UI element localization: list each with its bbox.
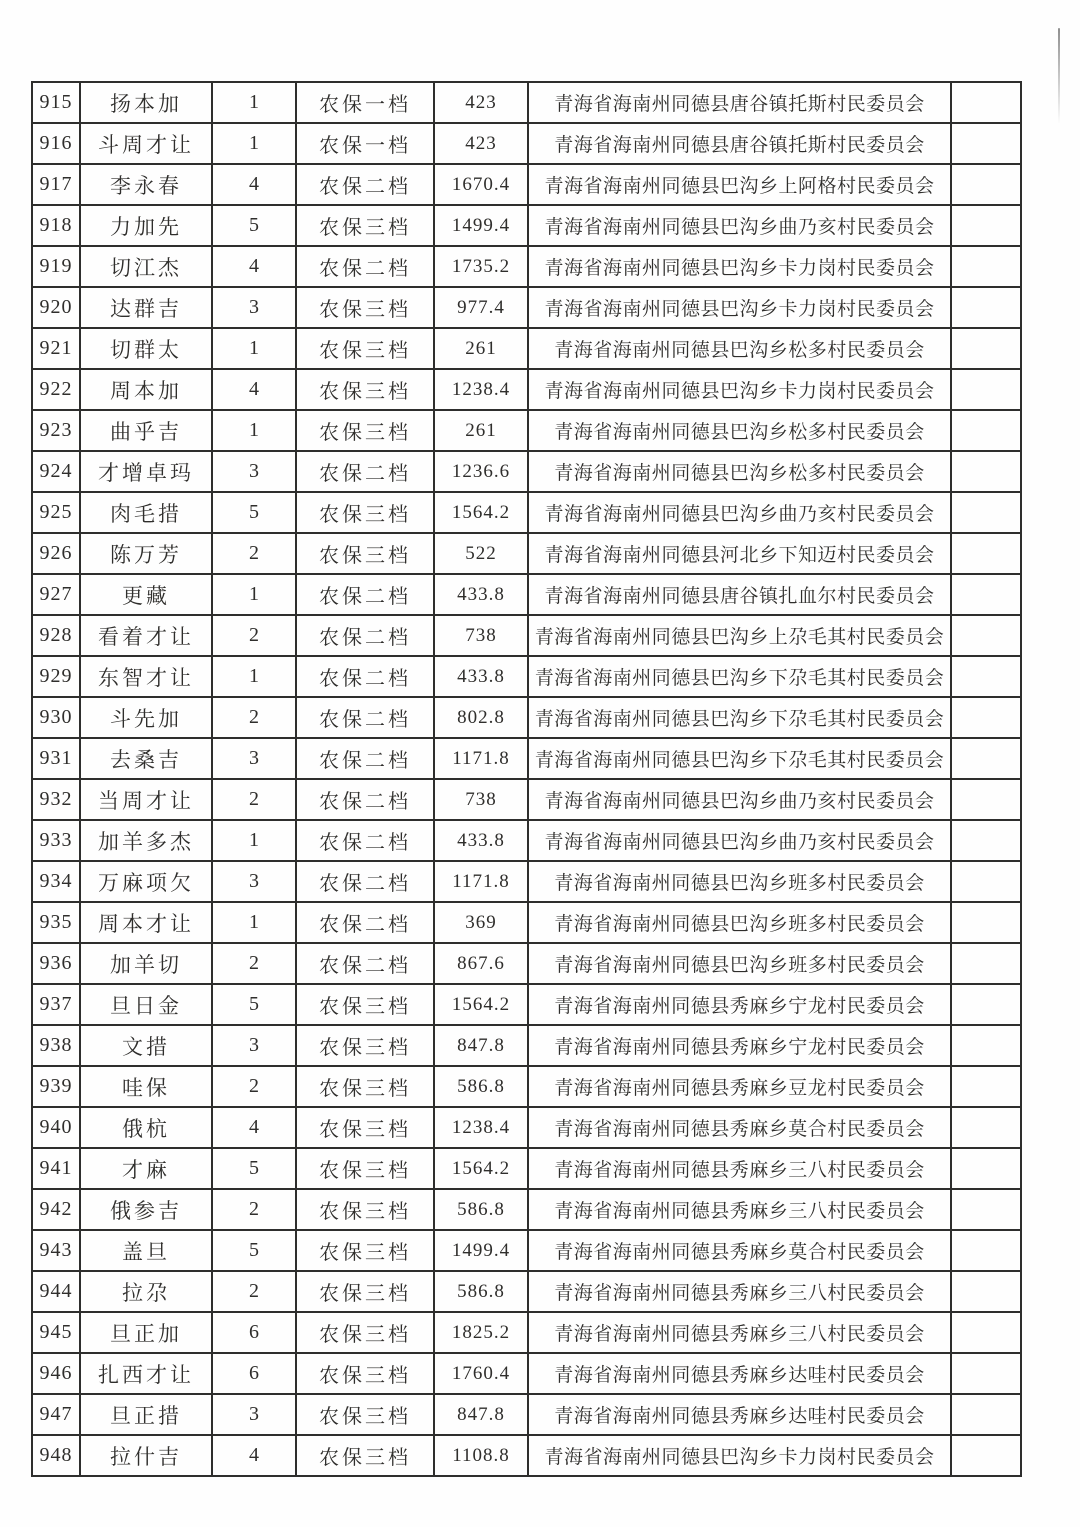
table-row [32,328,1021,369]
cell-amount: 847.8 [434,1025,528,1066]
cell-blank [951,369,1021,410]
cell-amount: 261 [434,328,528,369]
table-row [32,1107,1021,1148]
cell-serial-number: 942 [32,1189,80,1230]
table-row [32,82,1021,123]
cell-person-name: 俄参吉 [80,1189,212,1230]
table-row [32,246,1021,287]
cell-village-committee: 青海省海南州同德县秀麻乡三八村民委员会 [528,1148,951,1189]
cell-person-name: 斗周才让 [80,123,212,164]
cell-insurance-tier: 农保三档 [296,984,434,1025]
cell-serial-number: 924 [32,451,80,492]
cell-person-count: 1 [212,82,296,123]
cell-amount: 1499.4 [434,205,528,246]
cell-serial-number: 937 [32,984,80,1025]
cell-person-name: 陈万芳 [80,533,212,574]
cell-blank [951,861,1021,902]
cell-person-count: 4 [212,246,296,287]
cell-blank [951,1148,1021,1189]
cell-serial-number: 944 [32,1271,80,1312]
cell-amount: 1238.4 [434,369,528,410]
cell-village-committee: 青海省海南州同德县秀麻乡豆龙村民委员会 [528,1066,951,1107]
cell-blank [951,574,1021,615]
cell-amount: 423 [434,82,528,123]
table-row [32,164,1021,205]
cell-serial-number: 929 [32,656,80,697]
cell-person-count: 5 [212,1230,296,1271]
cell-blank [951,1230,1021,1271]
cell-amount: 738 [434,779,528,820]
cell-serial-number: 920 [32,287,80,328]
cell-village-committee: 青海省海南州同德县巴沟乡下尕毛其村民委员会 [528,656,951,697]
cell-person-name: 文措 [80,1025,212,1066]
table-row [32,1230,1021,1271]
cell-insurance-tier: 农保三档 [296,1066,434,1107]
table-row [32,1435,1021,1476]
cell-person-name: 才增卓玛 [80,451,212,492]
cell-serial-number: 915 [32,82,80,123]
cell-village-committee: 青海省海南州同德县巴沟乡曲乃亥村民委员会 [528,205,951,246]
cell-village-committee: 青海省海南州同德县巴沟乡曲乃亥村民委员会 [528,820,951,861]
cell-person-count: 3 [212,287,296,328]
table-body [32,82,1021,1476]
cell-serial-number: 933 [32,820,80,861]
cell-serial-number: 934 [32,861,80,902]
cell-amount: 1499.4 [434,1230,528,1271]
cell-person-count: 2 [212,533,296,574]
cell-person-name: 旦日金 [80,984,212,1025]
cell-amount: 586.8 [434,1271,528,1312]
cell-blank [951,779,1021,820]
cell-blank [951,1107,1021,1148]
cell-amount: 423 [434,123,528,164]
table-row [32,574,1021,615]
cell-insurance-tier: 农保二档 [296,697,434,738]
cell-person-name: 周本才让 [80,902,212,943]
cell-insurance-tier: 农保三档 [296,1312,434,1353]
cell-insurance-tier: 农保三档 [296,328,434,369]
cell-serial-number: 931 [32,738,80,779]
cell-person-count: 3 [212,861,296,902]
cell-person-count: 1 [212,410,296,451]
cell-serial-number: 939 [32,1066,80,1107]
cell-serial-number: 926 [32,533,80,574]
cell-village-committee: 青海省海南州同德县巴沟乡松多村民委员会 [528,328,951,369]
cell-person-name: 加羊多杰 [80,820,212,861]
cell-amount: 586.8 [434,1066,528,1107]
pension-record-table [31,81,1022,1477]
cell-person-name: 更藏 [80,574,212,615]
cell-amount: 1171.8 [434,738,528,779]
cell-amount: 977.4 [434,287,528,328]
cell-insurance-tier: 农保三档 [296,1025,434,1066]
cell-person-count: 3 [212,1025,296,1066]
cell-serial-number: 918 [32,205,80,246]
cell-amount: 433.8 [434,656,528,697]
cell-village-committee: 青海省海南州同德县秀麻乡三八村民委员会 [528,1271,951,1312]
cell-blank [951,738,1021,779]
cell-amount: 433.8 [434,574,528,615]
cell-person-name: 李永春 [80,164,212,205]
cell-insurance-tier: 农保三档 [296,369,434,410]
cell-serial-number: 943 [32,1230,80,1271]
table-row [32,1189,1021,1230]
cell-person-count: 1 [212,574,296,615]
table-row [32,123,1021,164]
cell-serial-number: 927 [32,574,80,615]
cell-blank [951,205,1021,246]
table-row [32,1312,1021,1353]
cell-person-name: 万麻项欠 [80,861,212,902]
cell-serial-number: 932 [32,779,80,820]
cell-village-committee: 青海省海南州同德县巴沟乡曲乃亥村民委员会 [528,492,951,533]
cell-amount: 1735.2 [434,246,528,287]
cell-blank [951,533,1021,574]
cell-insurance-tier: 农保二档 [296,902,434,943]
cell-insurance-tier: 农保三档 [296,1435,434,1476]
cell-serial-number: 923 [32,410,80,451]
cell-person-name: 曲乎吉 [80,410,212,451]
cell-village-committee: 青海省海南州同德县秀麻乡莫合村民委员会 [528,1230,951,1271]
cell-blank [951,1312,1021,1353]
cell-serial-number: 921 [32,328,80,369]
cell-person-name: 斗先加 [80,697,212,738]
cell-insurance-tier: 农保二档 [296,164,434,205]
cell-amount: 847.8 [434,1394,528,1435]
cell-amount: 1564.2 [434,492,528,533]
cell-blank [951,943,1021,984]
cell-person-name: 加羊切 [80,943,212,984]
cell-insurance-tier: 农保二档 [296,615,434,656]
table-row [32,943,1021,984]
cell-person-count: 1 [212,656,296,697]
cell-blank [951,1353,1021,1394]
cell-village-committee: 青海省海南州同德县秀麻乡宁龙村民委员会 [528,1025,951,1066]
cell-insurance-tier: 农保二档 [296,943,434,984]
cell-person-count: 3 [212,451,296,492]
cell-person-count: 1 [212,123,296,164]
cell-insurance-tier: 农保二档 [296,820,434,861]
cell-person-count: 6 [212,1312,296,1353]
cell-person-count: 1 [212,820,296,861]
table-row [32,205,1021,246]
cell-amount: 867.6 [434,943,528,984]
cell-serial-number: 936 [32,943,80,984]
cell-insurance-tier: 农保三档 [296,410,434,451]
cell-village-committee: 青海省海南州同德县巴沟乡曲乃亥村民委员会 [528,779,951,820]
table-row [32,451,1021,492]
cell-insurance-tier: 农保三档 [296,1107,434,1148]
cell-village-committee: 青海省海南州同德县唐谷镇托斯村民委员会 [528,82,951,123]
cell-insurance-tier: 农保三档 [296,1189,434,1230]
table-row [32,287,1021,328]
cell-village-committee: 青海省海南州同德县秀麻乡三八村民委员会 [528,1189,951,1230]
cell-person-name: 盖旦 [80,1230,212,1271]
cell-person-count: 4 [212,1435,296,1476]
cell-amount: 1171.8 [434,861,528,902]
cell-insurance-tier: 农保二档 [296,451,434,492]
cell-blank [951,1435,1021,1476]
cell-person-name: 东智才让 [80,656,212,697]
cell-blank [951,1025,1021,1066]
cell-amount: 522 [434,533,528,574]
cell-blank [951,123,1021,164]
table-row [32,779,1021,820]
cell-village-committee: 青海省海南州同德县巴沟乡卡力岗村民委员会 [528,1435,951,1476]
table-row [32,902,1021,943]
cell-village-committee: 青海省海南州同德县唐谷镇扎血尔村民委员会 [528,574,951,615]
cell-person-count: 2 [212,1271,296,1312]
cell-amount: 261 [434,410,528,451]
cell-blank [951,820,1021,861]
cell-person-name: 达群吉 [80,287,212,328]
cell-insurance-tier: 农保三档 [296,1230,434,1271]
cell-village-committee: 青海省海南州同德县巴沟乡松多村民委员会 [528,451,951,492]
cell-village-committee: 青海省海南州同德县巴沟乡卡力岗村民委员会 [528,246,951,287]
cell-person-count: 2 [212,697,296,738]
cell-blank [951,1271,1021,1312]
cell-village-committee: 青海省海南州同德县巴沟乡松多村民委员会 [528,410,951,451]
table-row [32,369,1021,410]
table-row [32,1148,1021,1189]
table-row [32,533,1021,574]
cell-person-count: 4 [212,369,296,410]
cell-insurance-tier: 农保三档 [296,1353,434,1394]
cell-person-count: 2 [212,1066,296,1107]
cell-village-committee: 青海省海南州同德县巴沟乡上尕毛其村民委员会 [528,615,951,656]
cell-blank [951,1394,1021,1435]
cell-village-committee: 青海省海南州同德县秀麻乡三八村民委员会 [528,1312,951,1353]
table-row [32,492,1021,533]
cell-village-committee: 青海省海南州同德县巴沟乡班多村民委员会 [528,943,951,984]
cell-blank [951,1189,1021,1230]
cell-insurance-tier: 农保二档 [296,656,434,697]
cell-blank [951,902,1021,943]
cell-village-committee: 青海省海南州同德县秀麻乡莫合村民委员会 [528,1107,951,1148]
cell-person-name: 旦正加 [80,1312,212,1353]
cell-serial-number: 922 [32,369,80,410]
cell-insurance-tier: 农保三档 [296,492,434,533]
cell-village-committee: 青海省海南州同德县巴沟乡卡力岗村民委员会 [528,369,951,410]
cell-amount: 1236.6 [434,451,528,492]
cell-village-committee: 青海省海南州同德县秀麻乡宁龙村民委员会 [528,984,951,1025]
cell-person-name: 看着才让 [80,615,212,656]
cell-person-count: 4 [212,1107,296,1148]
cell-insurance-tier: 农保三档 [296,533,434,574]
cell-blank [951,82,1021,123]
cell-serial-number: 917 [32,164,80,205]
table-row [32,861,1021,902]
cell-village-committee: 青海省海南州同德县巴沟乡下尕毛其村民委员会 [528,738,951,779]
cell-village-committee: 青海省海南州同德县唐谷镇托斯村民委员会 [528,123,951,164]
cell-blank [951,1066,1021,1107]
cell-person-count: 2 [212,1189,296,1230]
table-row [32,820,1021,861]
table-row [32,1025,1021,1066]
cell-person-count: 2 [212,615,296,656]
cell-insurance-tier: 农保二档 [296,246,434,287]
table-row [32,984,1021,1025]
cell-person-count: 1 [212,328,296,369]
cell-serial-number: 919 [32,246,80,287]
cell-amount: 738 [434,615,528,656]
table-row [32,1271,1021,1312]
cell-amount: 369 [434,902,528,943]
cell-amount: 1825.2 [434,1312,528,1353]
cell-serial-number: 938 [32,1025,80,1066]
cell-person-name: 俄杭 [80,1107,212,1148]
cell-amount: 433.8 [434,820,528,861]
cell-village-committee: 青海省海南州同德县秀麻乡达哇村民委员会 [528,1394,951,1435]
cell-serial-number: 941 [32,1148,80,1189]
cell-insurance-tier: 农保三档 [296,1271,434,1312]
cell-insurance-tier: 农保二档 [296,861,434,902]
cell-blank [951,656,1021,697]
cell-amount: 802.8 [434,697,528,738]
table-row [32,615,1021,656]
cell-person-name: 旦正措 [80,1394,212,1435]
cell-person-count: 5 [212,492,296,533]
cell-person-name: 拉什吉 [80,1435,212,1476]
cell-amount: 1760.4 [434,1353,528,1394]
cell-serial-number: 935 [32,902,80,943]
cell-insurance-tier: 农保三档 [296,1394,434,1435]
table-row [32,697,1021,738]
cell-amount: 1564.2 [434,1148,528,1189]
cell-blank [951,410,1021,451]
table-row [32,656,1021,697]
cell-serial-number: 928 [32,615,80,656]
cell-serial-number: 930 [32,697,80,738]
cell-person-name: 切江杰 [80,246,212,287]
cell-person-name: 周本加 [80,369,212,410]
cell-person-count: 2 [212,779,296,820]
cell-person-count: 5 [212,205,296,246]
cell-blank [951,984,1021,1025]
cell-serial-number: 947 [32,1394,80,1435]
cell-village-committee: 青海省海南州同德县巴沟乡下尕毛其村民委员会 [528,697,951,738]
cell-person-name: 肉毛措 [80,492,212,533]
cell-person-name: 力加先 [80,205,212,246]
cell-insurance-tier: 农保二档 [296,779,434,820]
cell-serial-number: 945 [32,1312,80,1353]
cell-person-name: 当周才让 [80,779,212,820]
cell-person-count: 6 [212,1353,296,1394]
cell-person-count: 4 [212,164,296,205]
cell-person-count: 5 [212,1148,296,1189]
cell-person-count: 5 [212,984,296,1025]
cell-village-committee: 青海省海南州同德县秀麻乡达哇村民委员会 [528,1353,951,1394]
cell-person-count: 2 [212,943,296,984]
cell-person-count: 1 [212,902,296,943]
cell-village-committee: 青海省海南州同德县河北乡下知迈村民委员会 [528,533,951,574]
cell-person-count: 3 [212,738,296,779]
table-row [32,1066,1021,1107]
cell-blank [951,492,1021,533]
cell-person-name: 扬本加 [80,82,212,123]
cell-amount: 1108.8 [434,1435,528,1476]
cell-blank [951,287,1021,328]
cell-person-name: 才麻 [80,1148,212,1189]
cell-insurance-tier: 农保二档 [296,738,434,779]
cell-insurance-tier: 农保一档 [296,123,434,164]
cell-insurance-tier: 农保三档 [296,1148,434,1189]
cell-blank [951,164,1021,205]
cell-amount: 586.8 [434,1189,528,1230]
cell-blank [951,246,1021,287]
cell-serial-number: 946 [32,1353,80,1394]
cell-person-name: 哇保 [80,1066,212,1107]
cell-blank [951,697,1021,738]
cell-amount: 1670.4 [434,164,528,205]
cell-amount: 1238.4 [434,1107,528,1148]
table-row [32,1394,1021,1435]
cell-person-name: 切群太 [80,328,212,369]
cell-insurance-tier: 农保一档 [296,82,434,123]
cell-insurance-tier: 农保二档 [296,574,434,615]
cell-serial-number: 916 [32,123,80,164]
cell-person-name: 拉尕 [80,1271,212,1312]
cell-amount: 1564.2 [434,984,528,1025]
table-row [32,1353,1021,1394]
cell-blank [951,328,1021,369]
cell-person-count: 3 [212,1394,296,1435]
scan-artifact-line [1058,28,1060,124]
cell-serial-number: 940 [32,1107,80,1148]
table-row [32,410,1021,451]
cell-insurance-tier: 农保三档 [296,205,434,246]
cell-blank [951,451,1021,492]
cell-village-committee: 青海省海南州同德县巴沟乡上阿格村民委员会 [528,164,951,205]
cell-person-name: 扎西才让 [80,1353,212,1394]
cell-serial-number: 925 [32,492,80,533]
cell-village-committee: 青海省海南州同德县巴沟乡卡力岗村民委员会 [528,287,951,328]
cell-village-committee: 青海省海南州同德县巴沟乡班多村民委员会 [528,861,951,902]
cell-blank [951,615,1021,656]
cell-insurance-tier: 农保三档 [296,287,434,328]
table-row [32,738,1021,779]
cell-person-name: 去桑吉 [80,738,212,779]
cell-village-committee: 青海省海南州同德县巴沟乡班多村民委员会 [528,902,951,943]
cell-serial-number: 948 [32,1435,80,1476]
